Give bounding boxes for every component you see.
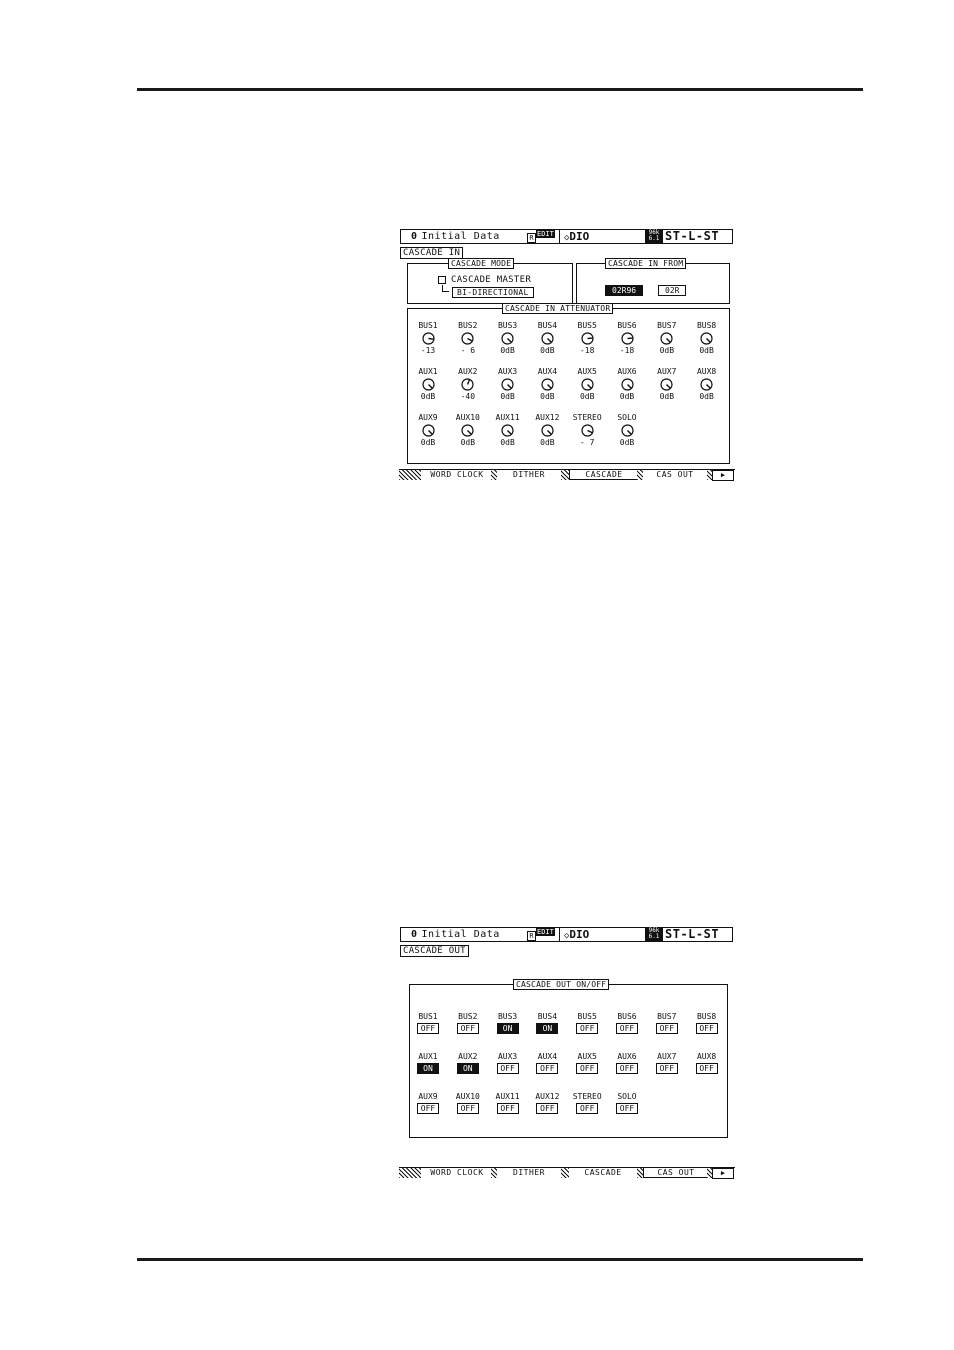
on-off-toggle[interactable]: ON bbox=[497, 1023, 519, 1034]
attenuation-value: 0dB bbox=[540, 392, 555, 401]
tab-cascade[interactable]: CASCADE bbox=[569, 470, 639, 480]
knob-icon[interactable] bbox=[660, 332, 673, 345]
channel-name-label: STEREO bbox=[572, 1092, 602, 1101]
knob-icon[interactable] bbox=[621, 332, 634, 345]
page-title: CASCADE IN bbox=[400, 247, 463, 259]
cascade-out-channel bbox=[567, 1052, 607, 1074]
on-off-toggle[interactable]: OFF bbox=[457, 1103, 479, 1114]
from-02r96-button[interactable]: 02R96 bbox=[605, 285, 643, 296]
knob-icon[interactable] bbox=[501, 332, 514, 345]
attenuator-channel[interactable] bbox=[448, 367, 488, 401]
knob-icon[interactable] bbox=[581, 424, 594, 437]
edit-badge: EDIT bbox=[537, 928, 554, 936]
attenuator-channel[interactable] bbox=[408, 367, 448, 401]
cascade-in-from-label: CASCADE IN FROM bbox=[605, 258, 686, 269]
tab-word-clock[interactable]: WORD CLOCK bbox=[430, 470, 484, 479]
attenuator-channel[interactable] bbox=[527, 321, 567, 355]
onoff-box bbox=[409, 980, 728, 1138]
cascade-master-option[interactable]: CASCADE MASTER bbox=[438, 275, 531, 285]
channel-name-label: BUS6 bbox=[617, 1012, 637, 1021]
knob-icon[interactable] bbox=[581, 332, 594, 345]
cascade-in-screen bbox=[399, 229, 735, 481]
knob-icon[interactable] bbox=[700, 378, 713, 391]
channel-name-label: AUX3 bbox=[497, 367, 518, 376]
sample-rate-badge: 96k 6.1 bbox=[645, 230, 663, 243]
attenuator-label: CASCADE IN ATTENUATOR bbox=[502, 303, 613, 314]
channel-name-label: AUX7 bbox=[657, 1052, 677, 1061]
cascade-out-channel bbox=[567, 1092, 607, 1114]
channel-name-label: AUX2 bbox=[458, 1052, 478, 1061]
channel-name-label: BUS2 bbox=[458, 1012, 478, 1021]
cascade-out-channel bbox=[408, 1012, 448, 1034]
on-off-toggle[interactable]: OFF bbox=[656, 1063, 678, 1074]
tab-bar bbox=[399, 469, 735, 481]
attenuator-channel[interactable] bbox=[488, 413, 528, 447]
knob-icon[interactable] bbox=[541, 332, 554, 345]
on-off-toggle[interactable]: ON bbox=[417, 1063, 439, 1074]
attenuation-value: 0dB bbox=[540, 438, 555, 447]
attenuator-channel[interactable] bbox=[567, 367, 607, 401]
cascade-out-channel bbox=[448, 1012, 488, 1034]
on-off-toggle[interactable]: ON bbox=[536, 1023, 558, 1034]
channel-name-label: AUX11 bbox=[495, 413, 520, 422]
channel-name-label: AUX3 bbox=[497, 1052, 518, 1061]
channel-name-label: AUX10 bbox=[455, 1092, 480, 1101]
header-separator bbox=[559, 230, 560, 243]
cascade-out-channel bbox=[647, 1012, 687, 1034]
tab-hatch bbox=[561, 1168, 569, 1178]
cascade-out-channel bbox=[567, 1012, 607, 1034]
cascade-out-channel bbox=[607, 1012, 647, 1034]
attenuator-channel[interactable] bbox=[607, 367, 647, 401]
channel-name-label: BUS7 bbox=[657, 321, 677, 330]
channel-name-label: AUX12 bbox=[535, 1092, 560, 1101]
screen-header bbox=[400, 229, 733, 244]
cascade-out-channel bbox=[408, 1092, 448, 1114]
on-off-toggle[interactable]: OFF bbox=[576, 1103, 598, 1114]
on-off-toggle[interactable]: OFF bbox=[616, 1063, 638, 1074]
next-page-arrow-icon[interactable]: ▶ bbox=[712, 1168, 734, 1179]
attenuation-value: 0dB bbox=[619, 392, 635, 401]
on-off-toggle[interactable]: OFF bbox=[417, 1023, 439, 1034]
channel-name-label: AUX8 bbox=[696, 367, 717, 376]
tab-bar bbox=[399, 1167, 735, 1179]
attenuator-channel[interactable] bbox=[448, 413, 488, 447]
attenuation-value: -18 bbox=[579, 346, 595, 355]
channel-name: ST-L-ST bbox=[665, 229, 720, 243]
knob-icon[interactable] bbox=[581, 378, 594, 391]
top-rule bbox=[137, 88, 863, 91]
channel-name-label: BUS1 bbox=[418, 1012, 438, 1021]
on-off-toggle[interactable]: OFF bbox=[696, 1063, 718, 1074]
attenuator-channel[interactable] bbox=[607, 321, 647, 355]
cascade-out-channel bbox=[448, 1052, 488, 1074]
knob-icon[interactable] bbox=[422, 378, 435, 391]
channel-name-label: BUS5 bbox=[577, 321, 597, 330]
on-off-toggle[interactable]: OFF bbox=[616, 1103, 638, 1114]
tab-hatch bbox=[399, 1168, 421, 1178]
attenuator-channel[interactable] bbox=[527, 413, 567, 447]
channel-name-label: BUS7 bbox=[657, 1012, 677, 1021]
attenuation-value: - 7 bbox=[579, 438, 595, 447]
channel-name-label: AUX11 bbox=[495, 1092, 520, 1101]
on-off-toggle[interactable]: OFF bbox=[656, 1023, 678, 1034]
channel-name-label: AUX4 bbox=[537, 1052, 558, 1061]
branch-line bbox=[442, 285, 449, 292]
attenuation-value: -40 bbox=[460, 392, 476, 401]
cascade-out-channel bbox=[408, 1052, 448, 1074]
channel-name-label: AUX1 bbox=[418, 367, 438, 376]
channel-name-label: BUS8 bbox=[696, 1012, 717, 1021]
channel-name-label: AUX5 bbox=[577, 367, 597, 376]
attenuator-channel[interactable] bbox=[567, 321, 607, 355]
diamond-icon: ◇ bbox=[564, 233, 570, 243]
cascade-out-channel bbox=[488, 1012, 528, 1034]
attenuator-channel[interactable] bbox=[567, 413, 607, 447]
knob-icon[interactable] bbox=[461, 424, 474, 437]
attenuator-channel[interactable] bbox=[647, 321, 687, 355]
cascade-out-channel bbox=[607, 1092, 647, 1114]
attenuation-value: 0dB bbox=[699, 392, 714, 401]
cascade-out-channel bbox=[687, 1052, 727, 1074]
channel-name-label: BUS3 bbox=[497, 1012, 518, 1021]
channel-name-label: AUX1 bbox=[418, 1052, 438, 1061]
knob-icon[interactable] bbox=[422, 332, 435, 345]
cascade-out-screen bbox=[399, 927, 735, 1179]
sample-rate-badge: 96k 6.1 bbox=[645, 928, 663, 941]
scene-title: 0 Initial Data bbox=[411, 929, 500, 940]
cascade-out-channel bbox=[448, 1092, 488, 1114]
on-off-toggle[interactable]: OFF bbox=[497, 1103, 519, 1114]
on-off-toggle[interactable]: OFF bbox=[576, 1063, 598, 1074]
attenuator-channel[interactable] bbox=[687, 367, 727, 401]
cascade-out-channel bbox=[527, 1052, 567, 1074]
header-separator bbox=[559, 928, 560, 941]
channel-name-label: AUX6 bbox=[617, 367, 637, 376]
page-title: CASCADE OUT bbox=[400, 945, 469, 957]
channel-name-label: AUX5 bbox=[577, 1052, 597, 1061]
attenuator-channel[interactable] bbox=[647, 367, 687, 401]
attenuator-channel[interactable] bbox=[527, 367, 567, 401]
attenuation-value: 0dB bbox=[540, 346, 555, 355]
knob-icon[interactable] bbox=[621, 424, 634, 437]
knob-icon[interactable] bbox=[660, 378, 673, 391]
attenuation-value: 0dB bbox=[500, 392, 515, 401]
attenuator-channel[interactable] bbox=[488, 321, 528, 355]
cascade-in-from-box bbox=[576, 259, 730, 304]
channel-name-label: AUX9 bbox=[418, 413, 438, 422]
attenuation-value: 0dB bbox=[579, 392, 595, 401]
diamond-icon: ◇ bbox=[564, 931, 570, 941]
screen-header bbox=[400, 927, 733, 942]
channel-name-label: BUS3 bbox=[497, 321, 518, 330]
scene-title: 0 Initial Data bbox=[411, 231, 500, 242]
knob-icon[interactable] bbox=[621, 378, 634, 391]
attenuation-value: 0dB bbox=[619, 438, 635, 447]
tab-hatch bbox=[399, 470, 421, 480]
tab-cascade[interactable]: CASCADE bbox=[584, 1168, 622, 1177]
knob-icon[interactable] bbox=[501, 378, 514, 391]
tab-cas-out[interactable]: CAS OUT bbox=[643, 1168, 709, 1178]
channel-name-label: AUX7 bbox=[657, 367, 677, 376]
onoff-label: CASCADE OUT ON/OFF bbox=[513, 979, 609, 990]
r-badge: R bbox=[527, 233, 536, 243]
cascade-out-channel bbox=[647, 1052, 687, 1074]
attenuation-value: -18 bbox=[619, 346, 635, 355]
on-off-toggle[interactable]: OFF bbox=[497, 1063, 519, 1074]
attenuator-channel[interactable] bbox=[607, 413, 647, 447]
attenuator-channel[interactable] bbox=[687, 321, 727, 355]
channel-name-label: BUS2 bbox=[458, 321, 478, 330]
on-off-toggle[interactable]: OFF bbox=[417, 1103, 439, 1114]
cascade-master-checkbox[interactable] bbox=[438, 276, 446, 284]
attenuator-channel[interactable] bbox=[408, 413, 448, 447]
on-off-toggle[interactable]: OFF bbox=[576, 1023, 598, 1034]
attenuation-value: 0dB bbox=[500, 438, 515, 447]
channel-name-label: STEREO bbox=[572, 413, 602, 422]
knob-icon[interactable] bbox=[422, 424, 435, 437]
channel-name-label: AUX8 bbox=[696, 1052, 717, 1061]
knob-icon[interactable] bbox=[541, 378, 554, 391]
tab-dither[interactable]: DITHER bbox=[513, 1168, 545, 1177]
attenuation-value: 0dB bbox=[699, 346, 714, 355]
channel-name-label: BUS4 bbox=[537, 1012, 558, 1021]
page-name: ◇DIO bbox=[564, 230, 590, 243]
channel-name-label: SOLO bbox=[617, 1092, 637, 1101]
knob-icon[interactable] bbox=[501, 424, 514, 437]
knob-icon[interactable] bbox=[461, 378, 474, 391]
cascade-out-channel bbox=[687, 1012, 727, 1034]
channel-name-label: BUS6 bbox=[617, 321, 637, 330]
attenuation-value: 0dB bbox=[659, 346, 675, 355]
channel-name-label: AUX2 bbox=[458, 367, 478, 376]
on-off-toggle[interactable]: OFF bbox=[696, 1023, 718, 1034]
bottom-rule bbox=[137, 1258, 863, 1261]
knob-icon[interactable] bbox=[700, 332, 713, 345]
attenuation-value: 0dB bbox=[659, 392, 675, 401]
channel-name-label: BUS4 bbox=[537, 321, 558, 330]
attenuator-box bbox=[407, 304, 730, 464]
tab-dither[interactable]: DITHER bbox=[513, 470, 545, 479]
cascade-out-channel bbox=[607, 1052, 647, 1074]
knob-icon[interactable] bbox=[541, 424, 554, 437]
tab-word-clock[interactable]: WORD CLOCK bbox=[430, 1168, 484, 1177]
cascade-out-channel bbox=[488, 1052, 528, 1074]
attenuation-value: 0dB bbox=[460, 438, 476, 447]
cascade-out-channel bbox=[527, 1012, 567, 1034]
attenuator-channel[interactable] bbox=[448, 321, 488, 355]
next-page-arrow-icon[interactable]: ▶ bbox=[712, 470, 734, 481]
r-badge: R bbox=[527, 931, 536, 941]
edit-badge: EDIT bbox=[537, 230, 554, 238]
on-off-toggle[interactable]: OFF bbox=[457, 1023, 479, 1034]
page-name: ◇DIO bbox=[564, 928, 590, 941]
cascade-mode-label: CASCADE MODE bbox=[448, 258, 514, 269]
knob-icon[interactable] bbox=[461, 332, 474, 345]
attenuator-channel[interactable] bbox=[408, 321, 448, 355]
cascade-out-channel bbox=[488, 1092, 528, 1114]
attenuation-value: 0dB bbox=[420, 438, 436, 447]
attenuator-channel[interactable] bbox=[488, 367, 528, 401]
tab-hatch bbox=[561, 470, 569, 480]
cascade-out-channel bbox=[527, 1092, 567, 1114]
attenuation-value: -13 bbox=[420, 346, 436, 355]
on-off-toggle[interactable]: ON bbox=[457, 1063, 479, 1074]
channel-name-label: SOLO bbox=[617, 413, 637, 422]
on-off-toggle[interactable]: OFF bbox=[616, 1023, 638, 1034]
cascade-mode-box bbox=[407, 259, 573, 304]
attenuation-value: 0dB bbox=[500, 346, 515, 355]
channel-name-label: BUS1 bbox=[418, 321, 438, 330]
attenuation-value: - 6 bbox=[460, 346, 476, 355]
channel-name-label: AUX6 bbox=[617, 1052, 637, 1061]
channel-name: ST-L-ST bbox=[665, 927, 720, 941]
channel-name-label: AUX4 bbox=[537, 367, 558, 376]
channel-name-label: AUX10 bbox=[455, 413, 480, 422]
tab-cas-out[interactable]: CAS OUT bbox=[656, 470, 694, 479]
bi-directional-button[interactable]: BI-DIRECTIONAL bbox=[452, 287, 534, 298]
channel-name-label: BUS8 bbox=[696, 321, 717, 330]
on-off-toggle[interactable]: OFF bbox=[536, 1103, 558, 1114]
on-off-toggle[interactable]: OFF bbox=[536, 1063, 558, 1074]
channel-name-label: BUS5 bbox=[577, 1012, 597, 1021]
channel-name-label: AUX12 bbox=[535, 413, 560, 422]
channel-name-label: AUX9 bbox=[418, 1092, 438, 1101]
from-02r-button[interactable]: 02R bbox=[658, 285, 686, 296]
attenuation-value: 0dB bbox=[420, 392, 436, 401]
